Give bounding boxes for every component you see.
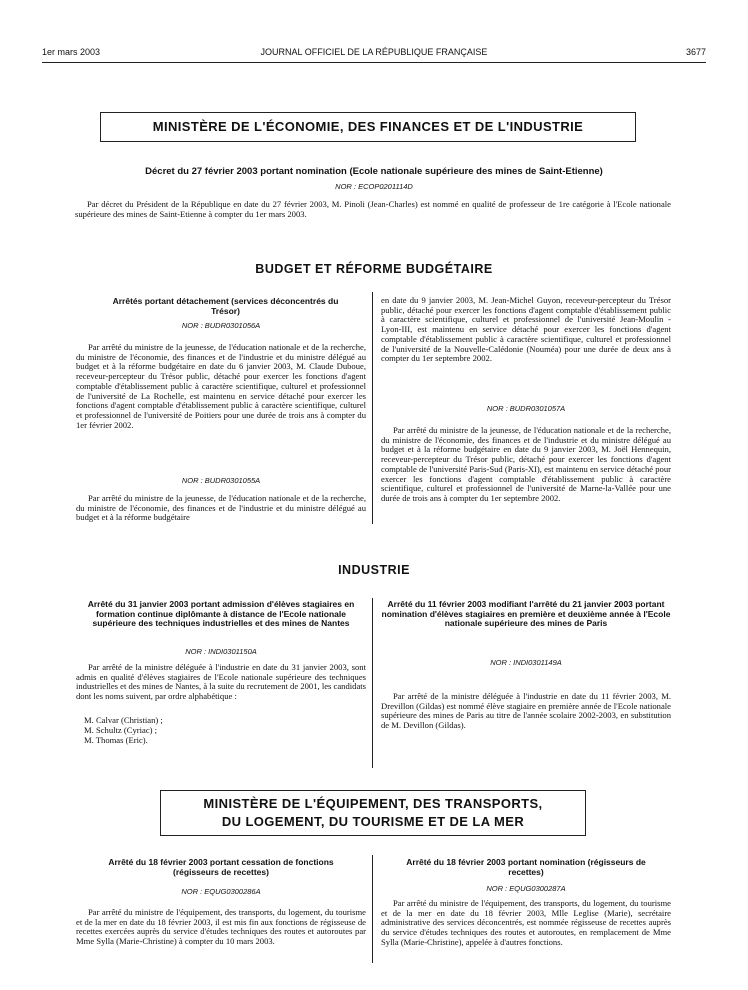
industrie-left-title: Arrêté du 31 janvier 2003 portant admission d'élèves stagiaires en formation continue diplômante à distance de l'Ecole nationale supérieure des techniques industrielles et des mines de Nantes xyxy=(87,599,355,628)
industrie-left-text: Par arrêté de la ministre déléguée à l'industrie en date du 31 janvier 2003, sont admis en qualité d'élèves stagiaires de l'Ecole nationale supérieure des techniques industrielles et des mines de Nantes, à la suite du recrutement de 2001, les candidats dont les noms suivent, par ordre alphabétique : xyxy=(76,662,366,702)
ministry-equipement-title-line2: DU LOGEMENT, DU TOURISME ET DE LA MER xyxy=(221,814,525,829)
header-journal-title: JOURNAL OFFICIEL DE LA RÉPUBLIQUE FRANÇAISE xyxy=(260,47,488,57)
ministry-equipement-box xyxy=(160,790,586,836)
ministry-equipement-title-line1: MINISTÈRE DE L'ÉQUIPEMENT, DES TRANSPORTS, xyxy=(203,796,543,811)
ministry-economie-box xyxy=(100,112,636,142)
budget-text-2b: en date du 9 janvier 2003, M. Jean-Michel Guyon, receveur-percepteur du Trésor public, détaché pour exercer les fonctions d'agent comptable d'établissement public à caractère scientifique, culturel et professionnel de l'université Jean-Moulin - Lyon-III, est maintenu en service détaché pour exercer les fonctions d'agent comptable d'établissement public à caractère scientifique, culturel et professionnel de l'université de la Nouvelle-Calédonie (Nouméa) pour une durée de deux ans à compter du 1er septembre 2002. xyxy=(381,295,671,364)
industrie-right-nor: NOR : INDI0301149A xyxy=(490,658,562,667)
page-header xyxy=(42,47,706,61)
decret-nor: NOR : ECOP0201114D xyxy=(335,182,413,191)
ministry-economie-title: MINISTÈRE DE L'ÉCONOMIE, DES FINANCES ET DE L'INDUSTRIE xyxy=(152,119,584,134)
equipement-left-nor: NOR : EQUG0300286A xyxy=(181,887,261,896)
equipement-right-text: Par arrêté du ministre de l'équipement, des transports, du logement, du tourisme et de la mer en date du 18 février 2003, Mlle Leglise (Marie), secrétaire administrative des services déconcentrés, est nommée régisseuse de recettes auprès du service d'études techniques des routes et autoroutes, en remplacement de Mme Sylla (Marie-Christine), appelée à d'autres fonctions. xyxy=(381,898,671,947)
decret-text: Par décret du Président de la République en date du 27 février 2003, M. Pinoli (Jean-Charles) est nommé en qualité de professeur de 1re catégorie à l'Ecole nationale supérieure des mines de Saint-Etienne à compter du 1er mars 2003. xyxy=(75,199,671,219)
industrie-right-text: Par arrêté de la ministre déléguée à l'industrie en date du 11 février 2003, M. Drevillon (Gildas) est nommé élève stagiaire en première année de l'Ecole nationale supérieure des mines de Paris au titre de l'année scolaire 2002-2003, en substitution de M. Devillon (Gildas). xyxy=(381,691,671,731)
industrie-right-title: Arrêté du 11 février 2003 modifiant l'arrêté du 21 janvier 2003 portant nomination d'élèves stagiaires en première et deuxième année à l'Ecole nationale supérieure des mines de Paris xyxy=(381,599,671,628)
budget-nor-3: NOR : BUDR0301057A xyxy=(486,404,566,413)
industrie-names-list xyxy=(84,715,163,745)
list-item: M. Schultz (Cyriac) ; xyxy=(84,725,158,735)
budget-text-3: Par arrêté du ministre de la jeunesse, de l'éducation nationale et de la recherche, du ministre de l'économie, des finances et de l'industrie et du ministre délégué au budget et à la réforme budgétaire en date du 9 janvier 2003, M. Joël Hennequin, receveur-percepteur du Trésor public, détaché pour exercer les fonctions d'agent comptable de l'université Paris-Sud (Paris-XI), est maintenu en service détaché pour exercer les fonctions d'agent comptable d'établissement public à caractère scientifique, culturel et professionnel de l'université de Marne-la-Vallée pour une durée de trois ans à compter du 1er septembre 2002. xyxy=(381,425,671,503)
budget-nor-1: NOR : BUDR0301056A xyxy=(181,321,261,330)
header-date: 1er mars 2003 xyxy=(42,47,101,57)
budget-nor-2: NOR : BUDR0301055A xyxy=(181,476,261,485)
budget-arretes-title: Arrêtés portant détachement (services déconcentrés du Trésor) xyxy=(112,296,339,316)
equipement-column-divider xyxy=(372,855,373,963)
list-item: M. Thomas (Eric). xyxy=(84,735,148,745)
budget-text-1: Par arrêté du ministre de la jeunesse, de l'éducation nationale et de la recherche, du ministre de l'économie, des finances et de l'industrie et du ministre délégué au budget et à la réforme budgétaire en date du 6 janvier 2003, M. Claude Duboue, receveur-percepteur du Trésor public, détaché pour exercer les fonctions d'agent comptable d'établissement public à caractère scientifique, culturel et professionnel de l'université de La Rochelle, est maintenu en service détaché pour exercer les fonctions d'agent comptable d'établissement public à caractère scientifique, culturel et professionnel de l'université de Poitiers pour une durée de trois ans à compter du 1er février 2002. xyxy=(76,342,366,430)
budget-text-2a: Par arrêté du ministre de la jeunesse, de l'éducation nationale et de la recherche, du ministre de l'économie, des finances et de l'industrie et du ministre délégué au budget et à la réforme budgétaire xyxy=(76,493,366,523)
budget-heading: BUDGET ET RÉFORME BUDGÉTAIRE xyxy=(255,262,493,276)
industrie-heading: INDUSTRIE xyxy=(338,563,410,577)
equipement-left-title: Arrêté du 18 février 2003 portant cessation de fonctions (régisseurs de recettes) xyxy=(108,857,334,877)
equipement-left-text: Par arrêté du ministre de l'équipement, des transports, du logement, du tourisme et de la mer en date du 18 février 2003, il est mis fin aux fonctions de régisseuse de recettes exercées auprès du service d'études techniques des routes et autoroutes par Mme Sylla (Marie-Christine) à compter du 10 mars 2003. xyxy=(76,907,366,947)
equipement-right-title: Arrêté du 18 février 2003 portant nomination (régisseurs de recettes) xyxy=(406,857,646,877)
decret-title: Décret du 27 février 2003 portant nomination (Ecole nationale supérieure des mines de Saint-Etienne) xyxy=(145,166,603,177)
budget-column-divider xyxy=(372,292,373,524)
industrie-column-divider xyxy=(372,598,373,768)
header-rule xyxy=(42,62,706,63)
equipement-right-nor: NOR : EQUG0300287A xyxy=(486,884,566,893)
list-item: M. Calvar (Christian) ; xyxy=(84,715,163,725)
header-page-number: 3677 xyxy=(685,47,706,57)
industrie-left-nor: NOR : INDI0301150A xyxy=(185,647,257,656)
